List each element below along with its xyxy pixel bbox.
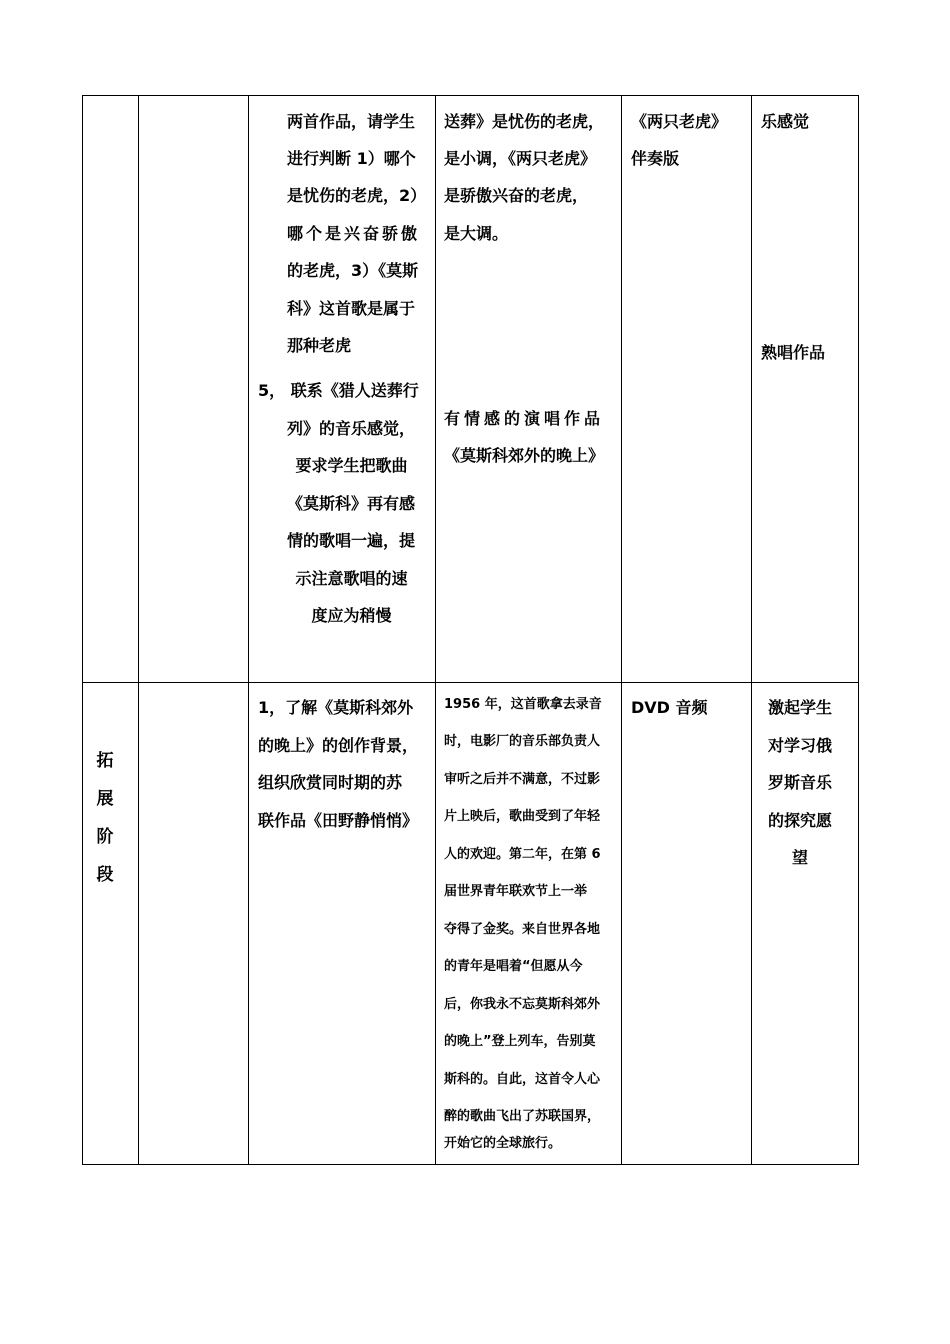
- text-line: 是大调。: [444, 224, 509, 243]
- table-border-col5: [751, 95, 752, 1165]
- text-line: 熟唱作品: [761, 343, 826, 362]
- text-line: 两首作品，请学生: [287, 112, 416, 131]
- text-line: 对学习俄: [767, 736, 832, 755]
- text-line: 《莫斯科郊外的晚上》: [444, 446, 605, 465]
- text-line: 乐感觉: [761, 112, 810, 131]
- text-line: 5， 联系《猎人送葬行: [258, 381, 419, 400]
- stage-char: 阶: [96, 827, 114, 847]
- text-line: 伴奏版: [631, 149, 680, 168]
- table-border-left: [82, 95, 83, 1165]
- text-line: 要求学生把歌曲: [295, 456, 408, 475]
- text-line: 届世界青年联欢节上一举: [444, 884, 588, 899]
- text-line: 的探究愿: [767, 811, 832, 830]
- text-line: 有情感的演唱作品: [444, 409, 605, 428]
- table-row-divider: [82, 682, 859, 683]
- table-border-right: [858, 95, 859, 1165]
- text-line: 那种老虎: [287, 336, 352, 355]
- text-line: 的晚上》的创作背景，: [258, 736, 419, 755]
- text-line: 开始它的全球旅行。: [444, 1136, 562, 1151]
- text-line: 望: [791, 848, 808, 867]
- text-line: 醉的歌曲飞出了苏联国界，: [444, 1109, 601, 1124]
- text-line: 情的歌唱一遍，提: [287, 531, 416, 550]
- text-line: 送葬》是忧伤的老虎，: [444, 112, 605, 131]
- text-line: 是忧伤的老虎，2）: [287, 186, 427, 205]
- text-line: DVD 音频: [631, 698, 708, 717]
- text-line: 罗斯音乐: [767, 773, 832, 792]
- stage-char: 拓: [96, 751, 114, 771]
- text-line: 斯科的。自此，这首令人心: [444, 1072, 601, 1087]
- table-border-top: [82, 95, 859, 96]
- table-border-col1: [138, 95, 139, 1165]
- text-line: 度应为稍慢: [311, 606, 392, 625]
- table-border-bottom: [82, 1164, 859, 1165]
- stage-char: 展: [96, 789, 114, 809]
- text-line: 的晚上”登上列车，告别莫: [444, 1034, 596, 1049]
- text-line: 是骄傲兴奋的老虎，: [444, 186, 589, 205]
- text-line: 哪个是兴奋骄傲: [287, 224, 421, 243]
- text-line: 片上映后，歌曲受到了年轻: [444, 809, 601, 824]
- text-line: 示注意歌唱的速: [295, 569, 408, 588]
- text-line: 科》这首歌是属于: [287, 299, 416, 318]
- table-border-col2: [248, 95, 249, 1165]
- text-line: 联作品《田野静悄悄》: [258, 811, 419, 830]
- text-line: 进行判断 1）哪个: [287, 149, 416, 168]
- text-line: 1956 年，这首歌拿去录音: [444, 697, 602, 712]
- text-line: 《莫斯科》再有感: [287, 494, 416, 513]
- text-line: 的青年是唱着“但愿从今: [444, 959, 583, 974]
- stage-char: 段: [96, 865, 114, 885]
- text-line: 人的欢迎。第二年，在第 6: [444, 847, 601, 862]
- text-line: 时，电影厂的音乐部负责人: [444, 734, 601, 749]
- table-border-col4: [621, 95, 622, 1165]
- text-line: 的老虎，3）《莫斯: [287, 261, 419, 280]
- text-line: 是小调，《两只老虎》: [444, 149, 597, 168]
- text-line: 审听之后并不满意，不过影: [444, 772, 601, 787]
- text-line: 组织欣赏同时期的苏: [258, 773, 403, 792]
- text-line: 激起学生: [767, 698, 832, 717]
- text-line: 《两只老虎》: [631, 112, 728, 131]
- text-line: 1，了解《莫斯科郊外: [258, 698, 414, 717]
- text-line: 列》的音乐感觉，: [287, 419, 416, 438]
- text-line: 夺得了金奖。来自世界各地: [444, 922, 601, 937]
- text-line: 后，你我永不忘莫斯科郊外: [444, 997, 601, 1012]
